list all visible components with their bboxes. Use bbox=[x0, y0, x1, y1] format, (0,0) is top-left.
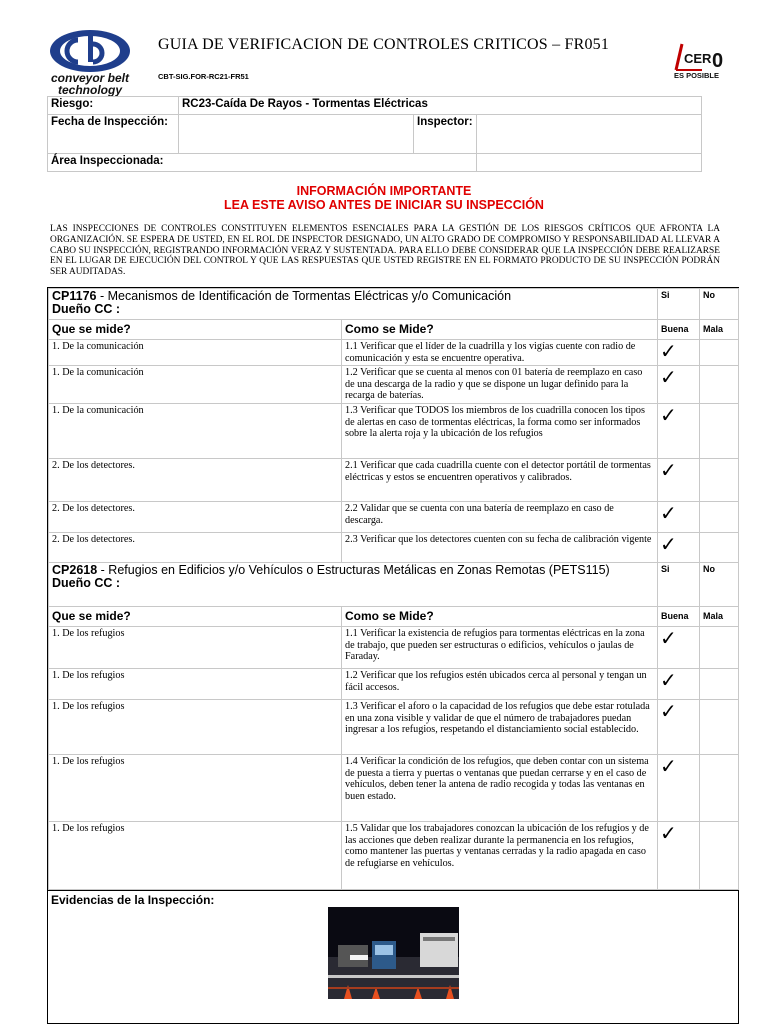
mala-checkbox[interactable] bbox=[700, 532, 739, 562]
mala-checkbox[interactable] bbox=[700, 366, 739, 404]
inspector-field[interactable] bbox=[476, 115, 701, 154]
que-cell: 1. De los refugios bbox=[49, 699, 342, 754]
mala-checkbox[interactable] bbox=[700, 754, 739, 821]
riesgo-value: RC23-Caída De Rayos - Tormentas Eléctricas bbox=[179, 97, 702, 115]
checklist-row bbox=[49, 668, 739, 699]
checklist-row bbox=[49, 366, 739, 404]
como-cell: 2.3 Verificar que los detectores cuenten con su fecha de calibración vigente bbox=[342, 532, 658, 562]
company-logo bbox=[48, 28, 134, 96]
inspector-label: Inspector: bbox=[414, 115, 477, 154]
que-cell: 1. De los refugios bbox=[49, 821, 342, 889]
section-header-row bbox=[49, 562, 739, 606]
evidence-label: Evidencias de la Inspección: bbox=[51, 892, 215, 907]
svg-text:ES POSIBLE: ES POSIBLE bbox=[674, 71, 720, 80]
important-notice bbox=[0, 184, 768, 212]
checklist-row bbox=[49, 340, 739, 366]
que-cell: 2. De los detectores. bbox=[49, 458, 342, 501]
que-cell: 1. De los refugios bbox=[49, 754, 342, 821]
section-title bbox=[49, 289, 658, 320]
section-header-row bbox=[49, 289, 739, 320]
section-code: CP2618 bbox=[52, 562, 98, 577]
que-se-mide-header: Que se mide? bbox=[49, 606, 342, 626]
cero-logo bbox=[672, 40, 728, 80]
como-cell: 1.2 Verificar que los refugios estén ubicados cerca al personal y tengan un fácil accesos. bbox=[342, 668, 658, 699]
que-cell: 1. De la comunicación bbox=[49, 340, 342, 366]
buena-checkmark[interactable]: ✓ bbox=[658, 668, 700, 699]
que-cell: 1. De la comunicación bbox=[49, 366, 342, 404]
como-se-mide-header: Como se Mide? bbox=[342, 320, 658, 340]
fecha-label: Fecha de Inspección: bbox=[48, 115, 179, 154]
buena-checkmark[interactable]: ✓ bbox=[658, 532, 700, 562]
como-cell: 1.2 Verificar que se cuenta al menos con 01 batería de reemplazo en caso de una descarga de la radio y que se dispone un lugar definido para la recarga de baterías. bbox=[342, 366, 658, 404]
que-cell: 1. De los refugios bbox=[49, 626, 342, 668]
section-title bbox=[49, 562, 658, 606]
no-header: No bbox=[700, 289, 739, 320]
area-field[interactable] bbox=[476, 154, 701, 172]
como-cell: 1.3 Verificar el aforo o la capacidad de los refugios que debe estar rotulada en una zona visible y validar de que el número de trabajadores puedan ingresar a los refugios, respetando el distanciamiento social establecido. bbox=[342, 699, 658, 754]
buena-header: Buena bbox=[658, 320, 700, 340]
mala-checkbox[interactable] bbox=[700, 403, 739, 458]
column-header-row bbox=[49, 320, 739, 340]
buena-checkmark[interactable]: ✓ bbox=[658, 626, 700, 668]
section-name: - Mecanismos de Identificación de Tormentas Eléctricas y/o Comunicación bbox=[96, 289, 512, 303]
fecha-field[interactable] bbox=[179, 115, 414, 154]
mala-checkbox[interactable] bbox=[700, 626, 739, 668]
buena-checkmark[interactable]: ✓ bbox=[658, 340, 700, 366]
document-code: CBT-SIG.FOR-RC21-FR51 bbox=[158, 72, 249, 81]
como-cell: 2.1 Verificar que cada cuadrilla cuente con el detector portátil de tormentas eléctricas y estos se encuentren operativos y calibrados. bbox=[342, 458, 658, 501]
intro-paragraph: LAS INSPECCIONES DE CONTROLES CONSTITUYEN ELEMENTOS ESENCIALES PARA LA GESTIÓN DE LOS RIESGOS CRÍTICOS QUE AFRONTA LA ORGANIZACIÓN. SE ESPERA DE USTED, EN EL ROL DE INSPECTOR DESIGNADO, UN ALTO GRADO DE COMPROMISO Y RESPONSABILIDAD AL LLEVAR A CABO SU INSPECCIÓN, REGISTRANDO INFORMACIÓN VERAZ Y SUSTENTADA. PARA ELLO DEBE CONSIDERAR QUE LA INSPECCIÓN DEBE REALIZARSE EN EL LUGAR DE EJECUCIÓN DEL CONTROL Y QUE LAS RESPUESTAS QUE USTED REGISTRE EN EL FORMATO PRODUCTO DE SU INSPECCIÓN PODRÁN SER AUDITADAS. bbox=[50, 224, 720, 278]
como-cell: 1.5 Validar que los trabajadores conozcan la ubicación de los refugios y de las acciones que deben realizar durante la permanencia en los refugios, como mantener las puertas y ventanas cerradas y la radio apagada en caso de refugiarse en vehículos. bbox=[342, 821, 658, 889]
buena-checkmark[interactable]: ✓ bbox=[658, 403, 700, 458]
column-header-row bbox=[49, 606, 739, 626]
area-label: Área Inspeccionada: bbox=[48, 154, 477, 172]
svg-text:technology: technology bbox=[57, 83, 123, 96]
como-cell: 1.1 Verificar que el líder de la cuadrilla y los vigías cuente con radio de comunicación y esta se encuentre operativa. bbox=[342, 340, 658, 366]
buena-header: Buena bbox=[658, 606, 700, 626]
mala-checkbox[interactable] bbox=[700, 340, 739, 366]
si-header: Si bbox=[658, 289, 700, 320]
section-owner: Dueño CC : bbox=[52, 575, 121, 590]
mala-checkbox[interactable] bbox=[700, 501, 739, 532]
que-cell: 1. De la comunicación bbox=[49, 403, 342, 458]
como-cell: 1.3 Verificar que TODOS los miembros de los cuadrilla conocen los tipos de alertas en caso de tormentas eléctricas, la forma como ser informados sobre la alerta roja y la ubicación de los refugios bbox=[342, 403, 658, 458]
svg-text:CER: CER bbox=[684, 51, 712, 66]
mala-header: Mala bbox=[700, 606, 739, 626]
checklist-body bbox=[49, 289, 739, 890]
checklist-row bbox=[49, 821, 739, 889]
como-cell: 1.4 Verificar la condición de los refugios, que deben contar con un sistema de puesta a tierra y puertas o ventanas que puedan cerrarse y en el caso de vehículos, deben tener la antena de radio recogida y todas las ventanas en buen estado. bbox=[342, 754, 658, 821]
si-header: Si bbox=[658, 562, 700, 606]
checklist-row bbox=[49, 754, 739, 821]
document-title: GUIA DE VERIFICACION DE CONTROLES CRITICOS – FR051 bbox=[158, 36, 610, 53]
inspection-info-table bbox=[47, 96, 702, 172]
como-cell: 1.1 Verificar la existencia de refugios para tormentas eléctricas en la zona de trabajo, que pueden ser estructuras o edificios, vehículos o jaulas de Faraday. bbox=[342, 626, 658, 668]
que-se-mide-header: Que se mide? bbox=[49, 320, 342, 340]
svg-text:0: 0 bbox=[712, 50, 724, 72]
checklist-row bbox=[49, 699, 739, 754]
mala-checkbox[interactable] bbox=[700, 699, 739, 754]
como-se-mide-header: Como se Mide? bbox=[342, 606, 658, 626]
buena-checkmark[interactable]: ✓ bbox=[658, 821, 700, 889]
no-header: No bbox=[700, 562, 739, 606]
notice-line-1: INFORMACIÓN IMPORTANTE bbox=[296, 184, 472, 198]
mala-checkbox[interactable] bbox=[700, 458, 739, 501]
checklist-row bbox=[49, 626, 739, 668]
que-cell: 2. De los detectores. bbox=[49, 532, 342, 562]
riesgo-label: Riesgo: bbox=[48, 97, 179, 115]
buena-checkmark[interactable]: ✓ bbox=[658, 366, 700, 404]
como-cell: 2.2 Validar que se cuenta con una batería de reemplazo en caso de descarga. bbox=[342, 501, 658, 532]
evidence-photo[interactable] bbox=[328, 907, 459, 999]
mala-checkbox[interactable] bbox=[700, 668, 739, 699]
buena-checkmark[interactable]: ✓ bbox=[658, 501, 700, 532]
checklist-row bbox=[49, 458, 739, 501]
checklist-row bbox=[49, 403, 739, 458]
buena-checkmark[interactable]: ✓ bbox=[658, 458, 700, 501]
que-cell: 2. De los detectores. bbox=[49, 501, 342, 532]
checklist-row bbox=[49, 501, 739, 532]
section-owner: Dueño CC : bbox=[52, 302, 121, 316]
buena-checkmark[interactable]: ✓ bbox=[658, 754, 700, 821]
section-name: - Refugios en Edificios y/o Vehículos o Estructuras Metálicas en Zonas Remotas (PETS115) bbox=[97, 562, 610, 577]
que-cell: 1. De los refugios bbox=[49, 668, 342, 699]
mala-checkbox[interactable] bbox=[700, 821, 739, 889]
mala-header: Mala bbox=[700, 320, 739, 340]
evidence-section bbox=[48, 890, 738, 1023]
section-code: CP1176 bbox=[52, 289, 97, 303]
checklist bbox=[47, 287, 739, 1024]
checklist-row bbox=[49, 532, 739, 562]
buena-checkmark[interactable]: ✓ bbox=[658, 699, 700, 754]
svg-text:conveyor belt: conveyor belt bbox=[50, 71, 130, 85]
notice-line-2: LEA ESTE AVISO ANTES DE INICIAR SU INSPECCIÓN bbox=[224, 198, 544, 212]
